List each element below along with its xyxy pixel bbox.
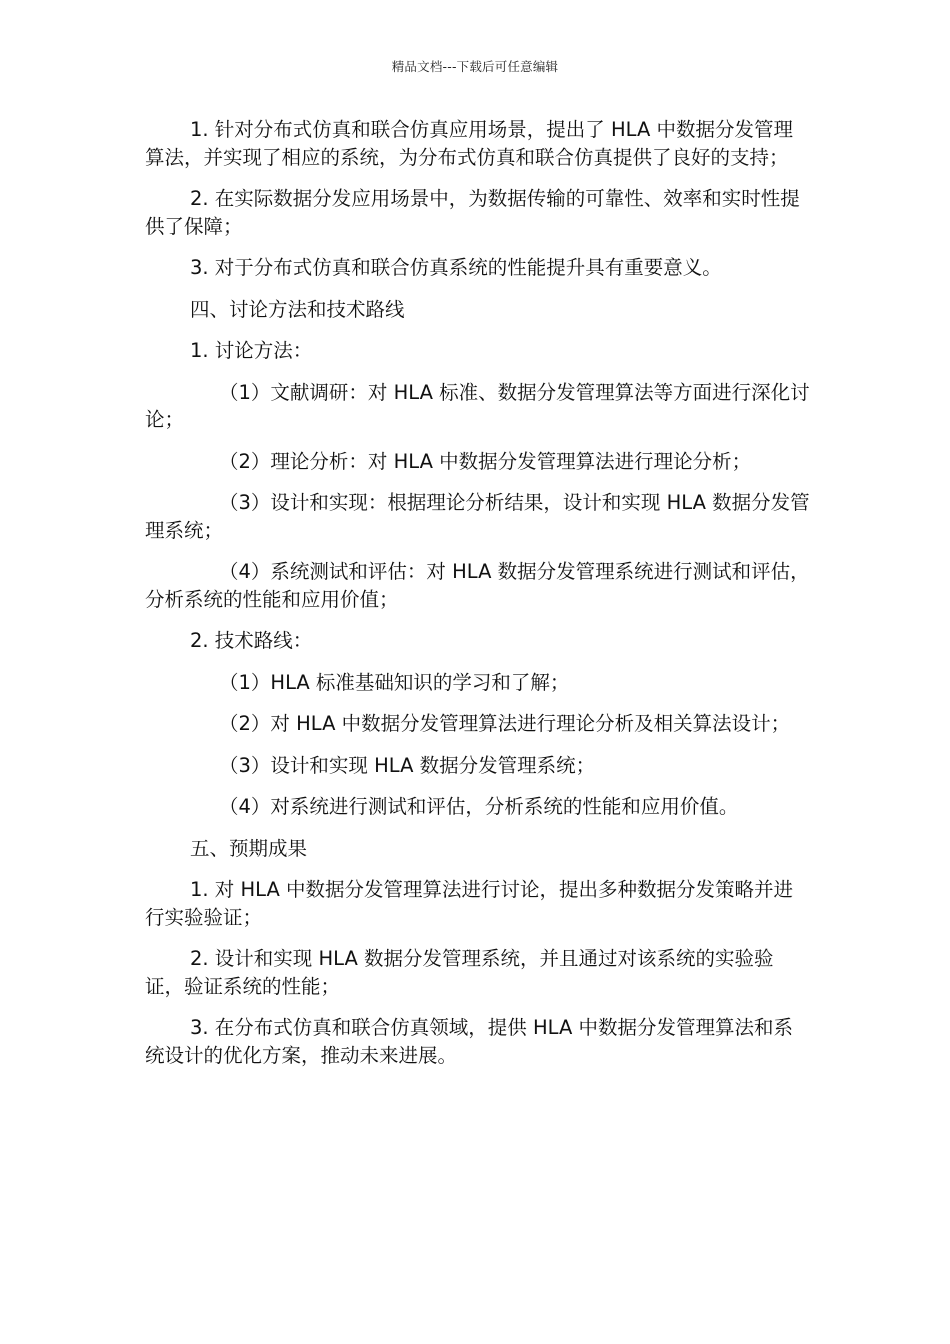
result-item-3: 3. 对于分布式仿真和联合仿真系统的性能提升具有重要意义。 [190, 256, 722, 279]
outcome-item-2: 2. 设计和实现 HLA 数据分发管理系统，并且通过对该系统的实验验证，验证系统的性能； [145, 947, 774, 998]
methods-subheading: 1. 讨论方法： [190, 339, 313, 362]
section-heading-outcomes: 五、预期成果 [190, 836, 308, 860]
route-item-3: （3）设计和实现 HLA 数据分发管理系统； [219, 753, 596, 777]
outcome-item-3: 3. 在分布式仿真和联合仿真领域，提供 HLA 中数据分发管理算法和系统设计的优化方案，推动未来进展。 [145, 1016, 794, 1067]
route-item-2: （2）对 HLA 中数据分发管理算法进行理论分析及相关算法设计； [219, 712, 791, 735]
page-header: 精品文档---下载后可任意编辑 [391, 59, 559, 74]
document-body [145, 116, 810, 1083]
method-item-1: （1）文献调研：对 HLA 标准、数据分发管理算法等方面进行深化讨论； [145, 380, 810, 431]
route-item-1: （1）HLA 标准基础知识的学习和了解； [219, 670, 570, 694]
route-item-4: （4）对系统进行测试和评估，分析系统的性能和应用价值。 [219, 795, 739, 818]
route-subheading: 2. 技术路线： [190, 629, 313, 652]
section-heading-methods: 四、讨论方法和技术路线 [190, 297, 405, 321]
result-item-2: 2. 在实际数据分发应用场景中，为数据传输的可靠性、效率和实时性提供了保障； [145, 187, 800, 238]
outcome-item-1: 1. 对 HLA 中数据分发管理算法进行讨论，提出多种数据分发策略并进行实验验证； [145, 878, 794, 929]
method-item-2: （2）理论分析：对 HLA 中数据分发管理算法进行理论分析； [219, 449, 752, 473]
method-item-4: （4）系统测试和评估：对 HLA 数据分发管理系统进行测试和评估，分析系统的性能和应用价值； [145, 560, 810, 611]
method-item-3: （3）设计和实现：根据理论分析结果，设计和实现 HLA 数据分发管理系统； [145, 491, 810, 542]
result-item-1: 1. 针对分布式仿真和联合仿真应用场景，提出了 HLA 中数据分发管理算法，并实现了相应的系统，为分布式仿真和联合仿真提供了良好的支持； [145, 118, 794, 169]
